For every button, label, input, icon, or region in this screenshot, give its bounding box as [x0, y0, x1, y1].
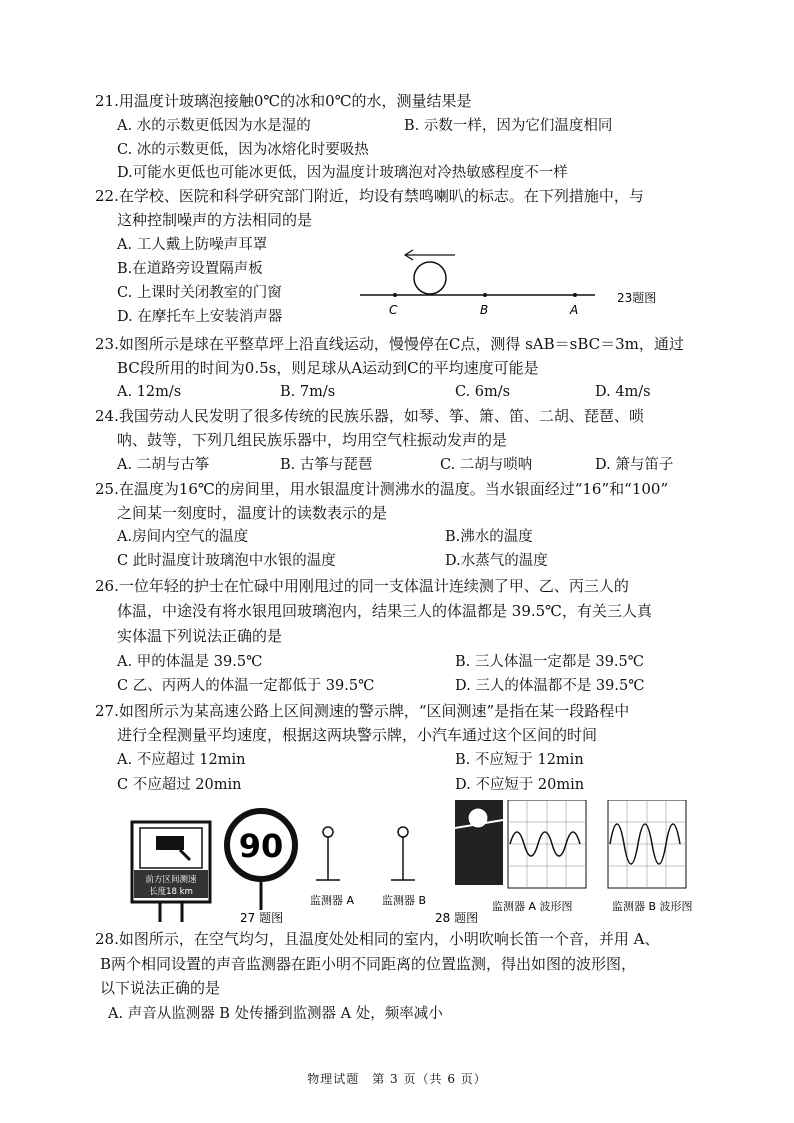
sign-text-line1: 前方区间测速 — [145, 875, 197, 885]
q23-option-a: A. 12m/s — [117, 384, 182, 400]
ball-icon — [414, 262, 446, 294]
q26-option-a: A. 甲的体温是 39.5℃ — [117, 654, 263, 670]
q21-option-c: C. 冰的示数更低，因为冰熔化时要吸热 — [117, 142, 369, 158]
waveform-b-caption: 监测器 B 波形图 — [612, 900, 693, 913]
point-b — [483, 293, 487, 297]
point-a — [573, 293, 577, 297]
q22-option-d: D. 在摩托车上安装消声器 — [117, 309, 283, 325]
waveform-b-graph — [608, 800, 686, 888]
speed-limit-sign — [227, 811, 295, 910]
q21-option-d: D.可能水更低也可能冰更低，因为温度计玻璃泡对冷热敏感程度不一样 — [117, 165, 568, 181]
q22-option-c: C. 上课时关闭教室的门窗 — [117, 285, 282, 301]
q25-option-a: A.房间内空气的温度 — [117, 529, 249, 545]
q23-stem-line1: 23.如图所示是球在平整草坪上沿直线运动，慢慢停在C点，测得 sAB＝sBC＝3m，通过 — [95, 335, 684, 353]
q22-option-a: A. 工人戴上防噪声耳罩 — [117, 237, 268, 253]
q26-stem-line1: 26.一位年轻的护士在忙碌中用刚甩过的同一支体温计连续测了甲、乙、丙三人的 — [95, 577, 629, 595]
q22-option-b: B.在道路旁设置隔声板 — [117, 261, 263, 277]
waveform-a-caption: 监测器 A 波形图 — [492, 900, 573, 913]
q28-stem-line1: 28.如图所示，在空气均匀，且温度处处相同的室内，小明吹响长笛一个音，并用 A、 — [95, 930, 660, 948]
q22-stem-line2: 这种控制噪声的方法相同的是 — [117, 211, 313, 229]
q27-option-a: A. 不应超过 12min — [117, 752, 246, 768]
fig27-28-illustrations — [120, 800, 720, 925]
label-c: C — [389, 303, 398, 317]
q24-option-c: C. 二胡与唢呐 — [440, 457, 533, 473]
q21-stem: 21.用温度计玻璃泡接触0℃的冰和0℃的水，测量结果是 — [95, 92, 472, 110]
label-a: A — [570, 303, 579, 317]
q26-stem-line3: 实体温下列说法正确的是 — [117, 627, 283, 645]
interval-speed-sign — [132, 822, 210, 922]
q27-option-b: B. 不应短于 12min — [455, 752, 584, 768]
q24-option-b: B. 古筝与琵琶 — [280, 457, 373, 473]
fig23-diagram — [355, 240, 675, 320]
q21-option-b: B. 示数一样，因为它们温度相同 — [404, 118, 613, 134]
q26-option-c: C 乙、丙两人的体温一定都低于 39.5℃ — [117, 678, 375, 694]
q21-option-a: A. 水的示数更低因为水是湿的 — [117, 118, 311, 134]
sign-text-line2: 长度18 km — [149, 887, 193, 897]
q27-option-c: C 不应超过 20min — [117, 777, 242, 793]
q26-stem-line2: 体温，中途没有将水银甩回玻璃泡内，结果三人的体温都是 39.5℃，有关三人真 — [117, 602, 652, 620]
monitor-b-icon — [391, 827, 415, 880]
q25-option-d: D.水蒸气的温度 — [445, 553, 548, 569]
q24-stem-line2: 呐、鼓等，下列几组民族乐器中，均用空气柱振动发声的是 — [117, 431, 508, 449]
fig27-caption: 27 题图 — [240, 911, 284, 925]
q25-option-c: C 此时温度计玻璃泡中水银的温度 — [117, 553, 336, 569]
monitor-a-icon — [316, 827, 340, 880]
q25-stem-line2: 之间某一刻度时，温度计的读数表示的是 — [117, 504, 388, 522]
q26-option-b: B. 三人体温一定都是 39.5℃ — [455, 654, 644, 670]
monitor-b-label: 监测器 B — [382, 894, 427, 907]
q23-stem-line2: BC段所用的时间为0.5s，则足球从A运动到C的平均速度可能是 — [117, 359, 539, 377]
waveform-a-graph — [508, 800, 586, 888]
q24-stem-line1: 24.我国劳动人民发明了很多传统的民族乐器，如琴、筝、箫、笛、二胡、琵琶、唢 — [95, 407, 644, 425]
q27-stem-line1: 27.如图所示为某高速公路上区间测速的警示牌，“区间测速”是指在某一段路程中 — [95, 702, 630, 720]
q23-option-d: D. 4m/s — [595, 384, 651, 400]
monitor-a-label: 监测器 A — [310, 894, 355, 907]
fig28-caption: 28 题图 — [435, 911, 479, 925]
q24-option-a: A. 二胡与古筝 — [117, 457, 210, 473]
q28-stem-line3: 以下说法正确的是 — [100, 979, 221, 997]
point-c — [393, 293, 397, 297]
q27-stem-line2: 进行全程测量平均速度，根据这两块警示牌，小汽车通过这个区间的时间 — [117, 726, 598, 744]
camera-icon — [156, 836, 184, 850]
q25-stem-line1: 25.在温度为16℃的房间里，用水银温度计测沸水的温度。当水银面经过“16”和“100” — [95, 480, 669, 498]
page-footer: 物理试题 第 3 页（共 6 页） — [307, 1072, 487, 1086]
q23-option-b: B. 7m/s — [280, 384, 336, 400]
speed-limit-value: 90 — [238, 827, 284, 865]
q26-option-d: D. 三人的体温都不是 39.5℃ — [455, 678, 645, 694]
fig23-caption: 23题图 — [617, 291, 657, 305]
flute-player-icon — [455, 800, 503, 885]
q28-stem-line2: B两个相同设置的声音监测器在距小明不同距离的位置监测，得出如图的波形图， — [100, 955, 637, 973]
q22-stem-line1: 22.在学校、医院和科学研究部门附近，均设有禁鸣喇叭的标志。在下列措施中，与 — [95, 187, 644, 205]
label-b: B — [480, 303, 489, 317]
q23-option-c: C. 6m/s — [455, 384, 511, 400]
q27-option-d: D. 不应短于 20min — [455, 777, 585, 793]
q28-option-a: A. 声音从监测器 B 处传播到监测器 A 处，频率减小 — [108, 1006, 443, 1022]
q24-option-d: D. 箫与笛子 — [595, 457, 674, 473]
q25-option-b: B.沸水的温度 — [445, 529, 533, 545]
